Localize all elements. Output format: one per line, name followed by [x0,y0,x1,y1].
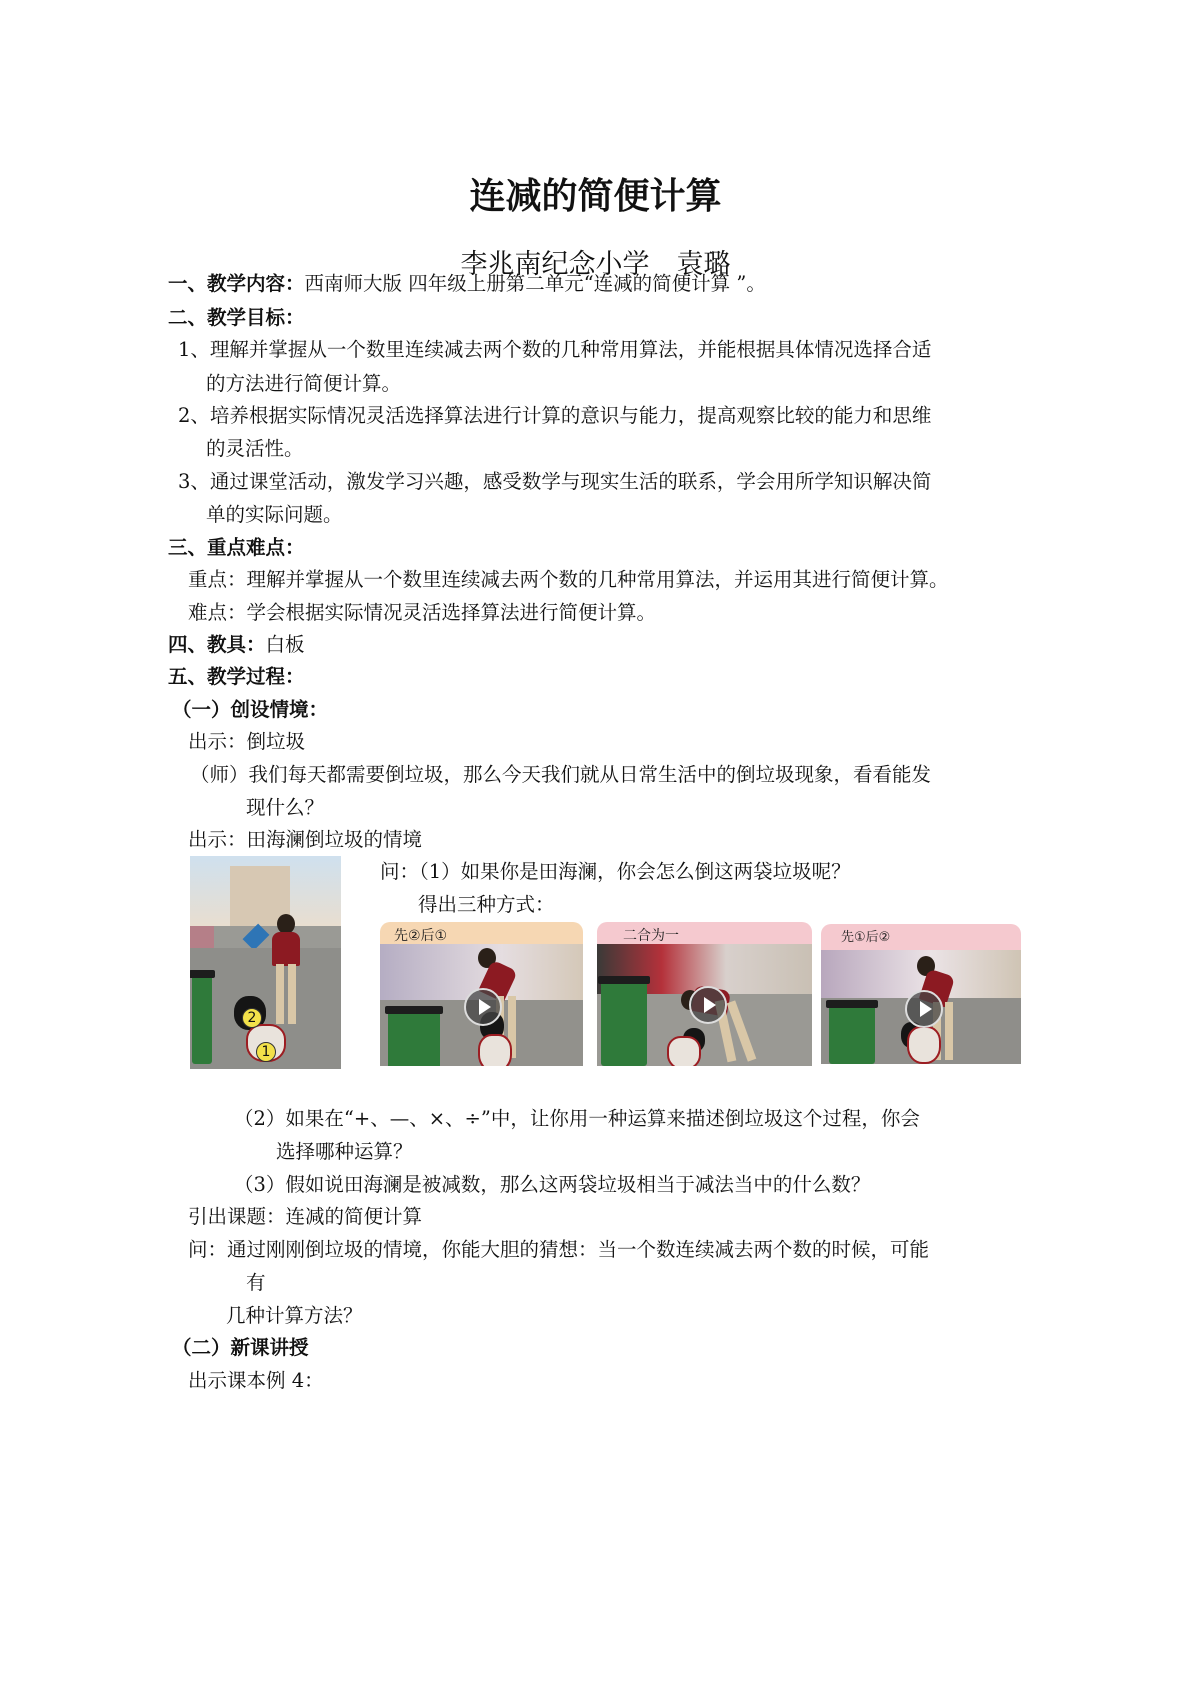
bag-2-marker: 2 [242,1008,262,1028]
key-point: 重点：理解并掌握从一个数里连续减去两个数的几种常用算法，并运用其进行简便计算。 [188,568,949,591]
bag-1-marker: 1 [256,1042,276,1062]
show-line-2: 出示：田海澜倒垃圾的情境 [188,828,423,851]
play-icon[interactable] [464,988,502,1026]
section-text: 西南师大版 四年级上册第二单元“连减的简便计算 ”。 [304,272,766,295]
show-line-1: 出示：倒垃圾 [188,730,306,753]
goal-3-line-2: 单的实际问题。 [206,503,343,526]
author-line: 李兆南纪念小学 袁璐 [460,249,731,280]
section-keypoints-heading: 三、重点难点： [168,536,305,559]
goal-2-line-2: 的灵活性。 [206,437,304,460]
photo-girl-with-bags [190,856,341,1069]
difficult-point: 难点：学会根据实际情况灵活选择算法进行简便计算。 [188,601,657,624]
play-icon[interactable] [905,990,943,1028]
video-clip-1[interactable] [380,922,583,1066]
teacher-line-2: 现什么？ [246,796,325,819]
ask-line-3: 几种计算方法？ [226,1304,363,1327]
part-2-heading: （二）新课讲授 [172,1336,309,1359]
section-content [168,272,766,296]
section-label: 一、教学内容： [168,272,305,295]
three-ways-line: 得出三种方式： [418,893,555,916]
question-2-line-2: 选择哪种运算？ [276,1140,413,1163]
section-text: 白板 [265,633,305,656]
play-icon[interactable] [689,986,727,1024]
clip-label: 先①后② [821,924,1021,952]
section-goals-heading: 二、教学目标： [168,306,305,329]
video-clip-2[interactable] [597,922,812,1066]
goal-1-line-1: 1、理解并掌握从一个数里连续减去两个数的几种常用算法，并能根据具体情况选择合适 [178,338,932,361]
show-line-3: 出示课本例 4： [188,1369,324,1392]
question-1: 问：（1）如果你是田海澜，你会怎么倒这两袋垃圾呢？ [380,860,851,883]
part-1-heading: （一）创设情境： [172,698,329,721]
clip-label: 二合为一 [597,922,812,950]
goal-2-line-1: 2、培养根据实际情况灵活选择算法进行计算的意识与能力，提高观察比较的能力和思维 [178,404,932,427]
ask-line-2: 有 [246,1271,266,1294]
section-label: 四、教具： [168,633,266,656]
clip-label: 先②后① [380,922,583,950]
goal-1-line-2: 的方法进行简便计算。 [206,372,402,395]
section-process-heading: 五、教学过程： [168,665,305,688]
section-tools [168,633,305,657]
topic-line: 引出课题：连减的简便计算 [188,1205,423,1228]
video-clip-3[interactable] [821,924,1021,1064]
question-2-line-1: （2）如果在“+、—、×、÷”中，让你用一种运算来描述倒垃圾这个过程，你会 [234,1107,920,1130]
teacher-line-1: （师）我们每天都需要倒垃圾，那么今天我们就从日常生活中的倒垃圾现象，看看能发 [190,763,932,786]
goal-3-line-1: 3、通过课堂活动，激发学习兴趣，感受数学与现实生活的联系，学会用所学知识解决简 [178,470,932,493]
question-3: （3）假如说田海澜是被减数，那么这两袋垃圾相当于减法当中的什么数？ [234,1173,871,1196]
ask-line-1: 问：通过刚刚倒垃圾的情境，你能大胆的猜想：当一个数连续减去两个数的时候，可能 [188,1238,930,1261]
page-title: 连减的简便计算 [469,176,722,217]
